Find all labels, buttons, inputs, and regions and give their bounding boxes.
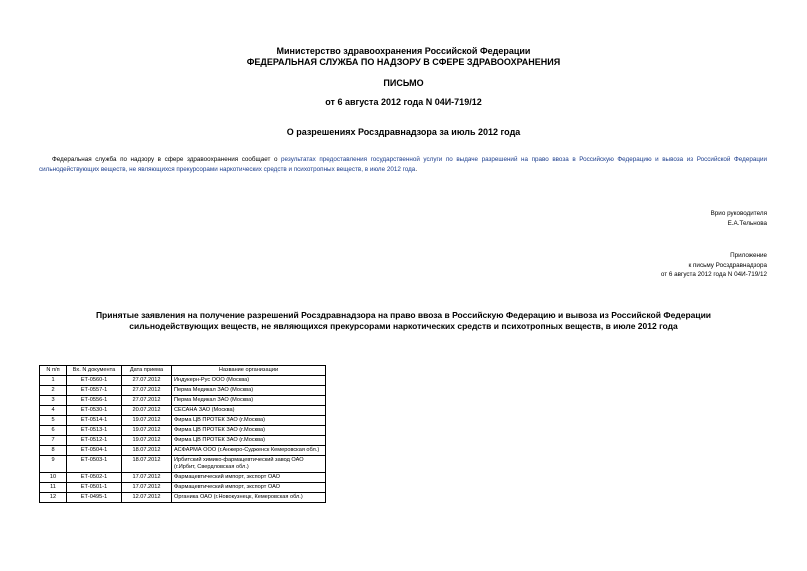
row-number: 3: [40, 396, 67, 406]
letter-end: .: [415, 165, 418, 173]
row-date: 12.07.2012: [122, 493, 172, 503]
row-doc-number: ЕТ-0501-1: [67, 483, 122, 493]
appendix-reference: к письму Росздравнадзора: [688, 261, 767, 269]
row-number: 2: [40, 386, 67, 396]
row-doc-number: ЕТ-0514-1: [67, 416, 122, 426]
row-doc-number: ЕТ-0513-1: [67, 426, 122, 436]
row-number: 1: [40, 376, 67, 386]
results-link[interactable]: результатах предоставления государственной услуги по выдаче разрешений на право ввоза в Российскую Федерацию и вывоза из Российской Федерации сильнодействующих веществ, не являющихся прекурсорами наркотических средств и психотропных веществ, в июле 2012 года: [39, 156, 767, 173]
row-doc-number: ЕТ-0502-1: [67, 473, 122, 483]
table-title-line1: Принятые заявления на получение разрешений Росздравнадзора на право ввоза в Российскую Федерацию и вывоза из Российской Федерации: [95, 310, 712, 320]
row-doc-number: ЕТ-0560-1: [67, 376, 122, 386]
appendix-label: Приложение: [730, 252, 767, 259]
row-number: 4: [40, 406, 67, 416]
table-row: [40, 386, 326, 396]
row-number: 9: [40, 456, 67, 473]
row-number: 8: [40, 446, 67, 456]
table-row: [40, 406, 326, 416]
row-organization: Органика ОАО (г.Новокузнецк, Кемеровская обл.): [172, 493, 326, 503]
row-date: 19.07.2012: [122, 416, 172, 426]
row-organization: Ирбитский химико-фармацевтический завод ОАО (г.Ирбит, Свердловская обл.): [172, 456, 326, 473]
row-date: 17.07.2012: [122, 473, 172, 483]
row-date: 20.07.2012: [122, 406, 172, 416]
row-organization: Индукерн-Рус ООО (Москва): [172, 376, 326, 386]
row-doc-number: ЕТ-0512-1: [67, 436, 122, 446]
table-row: [40, 456, 326, 473]
table-title-line2: сильнодействующих веществ, не являющихся прекурсорами наркотических средств и психотропных веществ, в июле 2012 года: [129, 321, 678, 331]
document-subject: О разрешениях Росздравнадзора за июль 2012 года: [286, 127, 521, 137]
row-doc-number: ЕТ-0530-1: [67, 406, 122, 416]
signature-position: Врио руководителя: [710, 210, 767, 217]
row-date: 27.07.2012: [122, 396, 172, 406]
appendix-date: от 6 августа 2012 года N 04И-719/12: [660, 271, 767, 278]
permits-table: [39, 365, 326, 503]
row-organization: АСФАРМА ООО (г.Анжеро-Судженск Кемеровская обл.): [172, 446, 326, 456]
row-organization: Перма Медикал ЗАО (Москва): [172, 396, 326, 406]
header-organization: Название организации: [172, 366, 326, 376]
row-date: 18.07.2012: [122, 456, 172, 473]
row-number: 7: [40, 436, 67, 446]
row-doc-number: ЕТ-0495-1: [67, 493, 122, 503]
header-date: Дата приема: [122, 366, 172, 376]
table-row: [40, 483, 326, 493]
row-organization: СЕСАНА ЗАО (Москва): [172, 406, 326, 416]
row-organization: Фирма ЦВ ПРОТЕК ЗАО (г.Москва): [172, 416, 326, 426]
row-date: 17.07.2012: [122, 483, 172, 493]
ministry-title: Министерство здравоохранения Российской Федерации: [276, 46, 531, 56]
row-doc-number: ЕТ-0504-1: [67, 446, 122, 456]
table-row: [40, 493, 326, 503]
letter-intro: Федеральная служба по надзору в сфере здравоохранения сообщает о: [52, 156, 282, 163]
table-row: [40, 426, 326, 436]
row-doc-number: ЕТ-0556-1: [67, 396, 122, 406]
row-date: 19.07.2012: [122, 436, 172, 446]
row-number: 12: [40, 493, 67, 503]
row-organization: Фирма ЦВ ПРОТЕК ЗАО (г.Москва): [172, 436, 326, 446]
row-organization: Фармацевтический импорт, экспорт ОАО: [172, 483, 326, 493]
table-row: [40, 446, 326, 456]
signature-block: [711, 209, 767, 228]
table-row: [40, 473, 326, 483]
row-doc-number: ЕТ-0557-1: [67, 386, 122, 396]
row-date: 19.07.2012: [122, 426, 172, 436]
letter-body: [39, 155, 767, 174]
table-row: [40, 376, 326, 386]
row-number: 11: [40, 483, 67, 493]
signature-name: Е.А.Тельнова: [727, 219, 767, 227]
row-doc-number: ЕТ-0503-1: [67, 456, 122, 473]
table-row: [40, 416, 326, 426]
document-date: от 6 августа 2012 года N 04И-719/12: [325, 97, 482, 107]
row-number: 5: [40, 416, 67, 426]
header-number: N п/п: [40, 366, 67, 376]
row-date: 27.07.2012: [122, 376, 172, 386]
service-title: ФЕДЕРАЛЬНАЯ СЛУЖБА ПО НАДЗОРУ В СФЕРЕ ЗДРАВООХРАНЕНИЯ: [246, 57, 561, 67]
row-date: 27.07.2012: [122, 386, 172, 396]
row-organization: Фирма ЦВ ПРОТЕК ЗАО (г.Москва): [172, 426, 326, 436]
header-doc-number: Вх. N документа: [67, 366, 122, 376]
row-organization: Фармацевтический импорт, экспорт ОАО: [172, 473, 326, 483]
row-number: 6: [40, 426, 67, 436]
table-row: [40, 396, 326, 406]
row-date: 18.07.2012: [122, 446, 172, 456]
table-header-row: [40, 366, 326, 376]
appendix-block: [661, 251, 767, 280]
document-type: ПИСЬМО: [383, 78, 424, 88]
row-number: 10: [40, 473, 67, 483]
row-organization: Перма Медикал ЗАО (Москва): [172, 386, 326, 396]
table-row: [40, 436, 326, 446]
